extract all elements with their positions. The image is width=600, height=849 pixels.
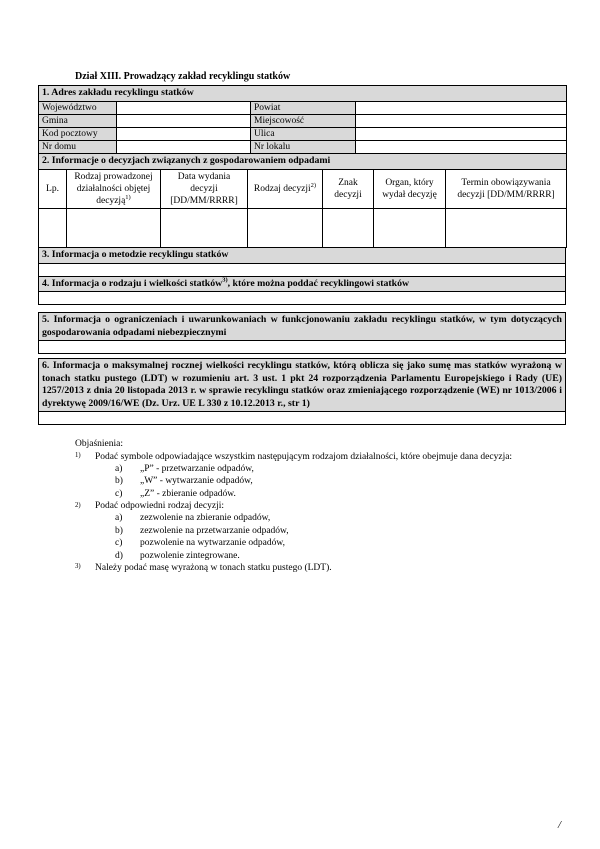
footnote-2-sub-d: d) pozwolenie zintegrowane.: [115, 550, 240, 561]
footnote-1-text: Podać symbole odpowiadające wszystkim następującym rodzajom działalności, które obejmuje dana decyzja:: [95, 451, 513, 462]
column-header-organ: Organ, który wydał decyzję: [374, 169, 446, 208]
footnote-3-text: Należy podać masę wyrażoną w tonach statku pustego (LDT).: [95, 562, 332, 573]
value-nr-lokalu: [356, 141, 567, 154]
column-header-rodzaj-dzialalnosci: Rodzaj prowadzonej działalności objętej decyzją$^{1)}$: [67, 169, 161, 208]
column-header-row: [39, 169, 567, 208]
section3-table: [38, 247, 566, 277]
section6-table: [38, 358, 566, 425]
label-gmina: Gmina: [39, 114, 117, 127]
section5-value-cell: [39, 341, 566, 354]
form-content: [38, 71, 566, 574]
column-header-lp: Lp.: [39, 169, 67, 208]
table-row: [39, 127, 567, 140]
table-row: [39, 114, 567, 127]
footnote-1: [75, 451, 566, 463]
page-title: Dział XIII. Prowadzący zakład recyklingu statków: [75, 71, 291, 82]
section4-header: 4. Informacja o rodzaju i wielkości statków$^{3)}$, które można poddać recyklingowi statków: [39, 276, 566, 292]
footnote-2-sub-a: a) zezwolenie na zbieranie odpadów,: [115, 513, 271, 524]
footnote-1-sub-a: a) „P” - przetwarzanie odpadów,: [115, 464, 254, 475]
explanations: [38, 438, 566, 574]
label-nr-lokalu: Nr lokalu: [251, 141, 356, 154]
value-miejscowosc: [356, 114, 567, 127]
footnote-1-sub-c: c) „Z” - zbieranie odpadów.: [115, 488, 236, 499]
section1-header: 1. Adres zakładu recyklingu statków: [39, 86, 567, 102]
footnote-2-text: Podać odpowiedni rodzaj decyzji:: [95, 501, 225, 512]
table-row: [39, 141, 567, 154]
cell-data-wydania: [161, 209, 248, 248]
value-kod-pocztowy: [117, 127, 251, 140]
label-powiat: Powiat: [251, 101, 356, 114]
footnote-2-sub-c: c) pozwolenie na wytwarzanie odpadów,: [115, 538, 285, 549]
column-header-termin: Termin obowiązywania decyzji [DD/MM/RRRR]: [446, 169, 567, 208]
cell-lp: [39, 209, 67, 248]
footnote-2-marker: 2): [75, 501, 81, 509]
section4-value-cell: [39, 292, 566, 305]
explanations-title: Objaśnienia:: [75, 439, 124, 450]
address-table: [38, 85, 567, 154]
label-wojewodztwo: Województwo: [39, 101, 117, 114]
section5-header: 5. Informacja o ograniczeniach i uwarunkowaniach w funkcjonowaniu zakładu recyklingu statków, w tym dotyczących gospodarowania odpadami niebezpiecznymi: [39, 313, 566, 341]
column-header-znak-decyzji: Znak decyzji: [323, 169, 374, 208]
cell-termin: [446, 209, 567, 248]
label-miejscowosc: Miejscowość: [251, 114, 356, 127]
section3-value-cell: [39, 263, 566, 276]
section3-header: 3. Informacja o metodzie recyklingu statków: [39, 248, 566, 264]
value-gmina: [117, 114, 251, 127]
footnote-2: [75, 500, 566, 512]
section2-header: 2. Informacje o decyzjach związanych z gospodarowaniem odpadami: [39, 154, 567, 170]
value-nr-domu: [117, 141, 251, 154]
value-powiat: [356, 101, 567, 114]
footnote-1-marker: 1): [75, 452, 81, 460]
section6-header: 6. Informacja o maksymalnej rocznej wielkości recyklingu statków, którą oblicza się jako sumę mas statków wyrażoną w tonach statku pustego (LDT) w rozumieniu art. 3 ust. 1 pkt 24 rozporządzenia Parlamentu Europejskiego i Rady (UE) 1257/2013 z dnia 20 listopada 2013 r. w sprawie recyklingu statków oraz zmieniającego rozporządzenie (WE) nr 1013/2006 i dyrektywę 2009/16/WE (Dz. Urz. UE L 330 z 10.12.2013 r., str 1): [39, 359, 566, 412]
page-number-mark: /: [558, 819, 562, 831]
label-kod-pocztowy: Kod pocztowy: [39, 127, 117, 140]
label-ulica: Ulica: [251, 127, 356, 140]
label-nr-domu: Nr domu: [39, 141, 117, 154]
footnote-1-sub-b: b) „W” - wytwarzanie odpadów,: [115, 476, 253, 487]
cell-organ: [374, 209, 446, 248]
section5-table: [38, 312, 566, 354]
value-wojewodztwo: [117, 101, 251, 114]
cell-rodzaj-dzialalnosci: [67, 209, 161, 248]
decisions-table: [38, 153, 567, 248]
column-header-data-wydania: Data wydania decyzji [DD/MM/RRRR]: [161, 169, 248, 208]
table-row: [39, 209, 567, 248]
value-ulica: [356, 127, 567, 140]
table-row: [39, 101, 567, 114]
footnote-2-sub-b: b) zezwolenie na przetwarzanie odpadów,: [115, 525, 289, 536]
section4-table: [38, 276, 566, 306]
footnote-3: [75, 562, 566, 574]
footnote-3-marker: 3): [75, 563, 81, 571]
cell-rodzaj-decyzji: [248, 209, 323, 248]
cell-znak-decyzji: [323, 209, 374, 248]
section6-value-cell: [39, 412, 566, 425]
column-header-rodzaj-decyzji: Rodzaj decyzji$^{2)}$: [248, 169, 323, 208]
